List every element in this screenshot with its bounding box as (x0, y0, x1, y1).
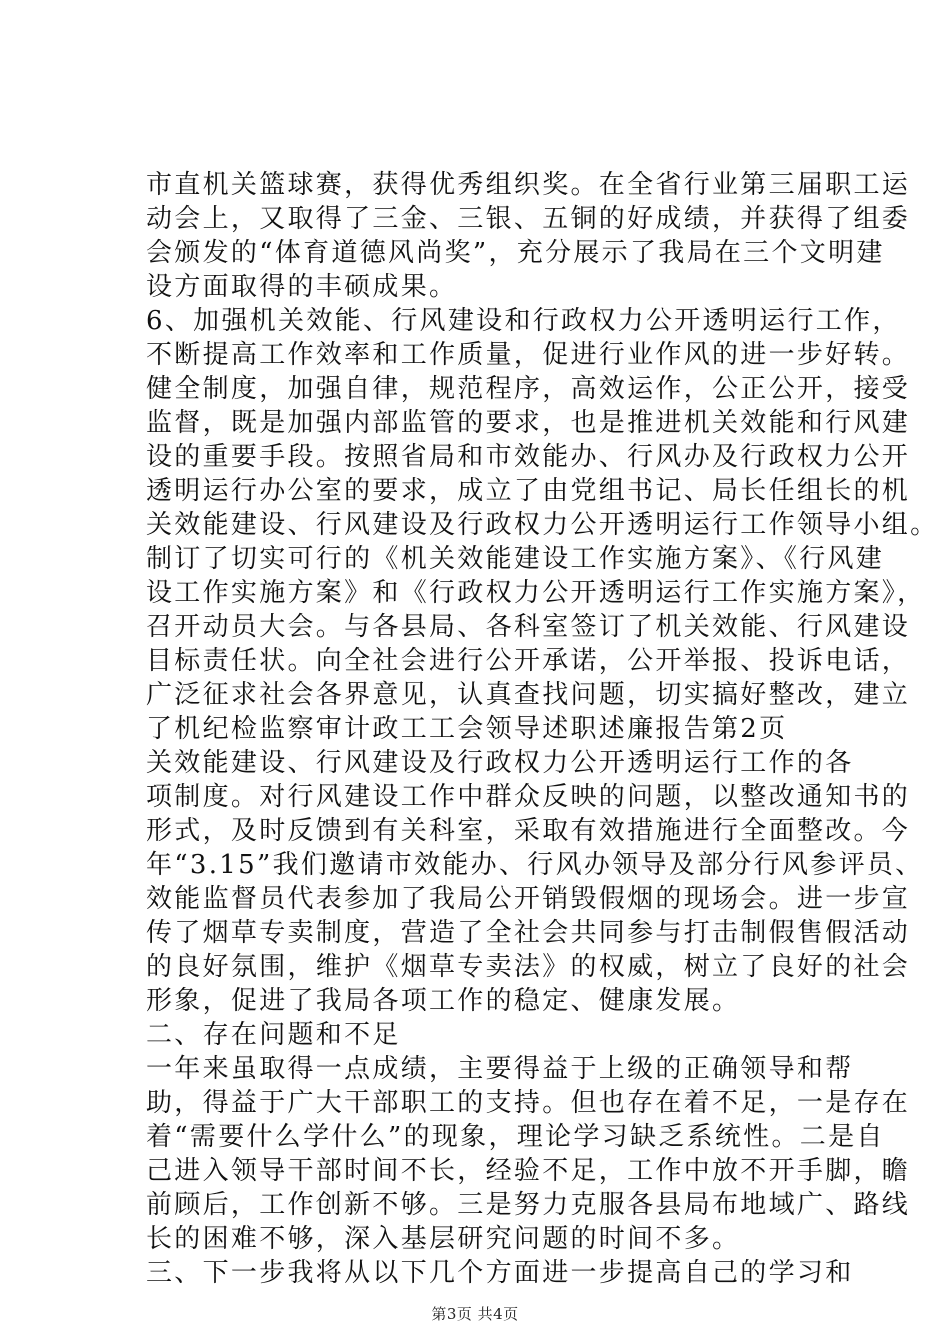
body-text-line: 设工作实施方案》和《行政权力公开透明运行工作实施方案》， (146, 578, 926, 608)
body-text-line: 己进入领导干部时间不长，经验不足，工作中放不开手脚，瞻 (146, 1156, 911, 1186)
body-text-line: 召开动员大会。与各县局、各科室签订了机关效能、行风建设 (146, 612, 911, 642)
body-text-line: 了机纪检监察审计政工工会领导述职述廉报告第2页 (146, 714, 788, 744)
body-text-line: 的良好氛围，维护《烟草专卖法》的权威，树立了良好的社会 (146, 952, 911, 982)
body-text-line: 形式，及时反馈到有关科室，采取有效措施进行全面整改。今 (146, 816, 911, 846)
body-text-line: 健全制度，加强自律，规范程序，高效运作，公正公开，接受 (146, 374, 911, 404)
body-text-line: 前顾后，工作创新不够。三是努力克服各县局布地域广、路线 (146, 1190, 911, 1220)
body-text-line: 设方面取得的丰硕成果。 (146, 272, 458, 302)
body-text-line: 制订了切实可行的《机关效能建设工作实施方案》、《行风建 (146, 544, 885, 574)
body-text-line: 长的困难不够，深入基层研究问题的时间不多。 (146, 1224, 741, 1254)
page-footer: 第3页 共4页 (431, 1305, 519, 1323)
body-text-line: 年“3.15”我们邀请市效能办、行风办领导及部分行风参评员、 (146, 850, 924, 880)
body-text-line: 效能监督员代表参加了我局公开销毁假烟的现场会。进一步宣 (146, 884, 911, 914)
body-text-line: 市直机关篮球赛，获得优秀组织奖。在全省行业第三届职工运 (146, 170, 911, 200)
body-text-line: 项制度。对行风建设工作中群众反映的问题，以整改通知书的 (146, 782, 911, 812)
body-text-line: 助，得益于广大干部职工的支持。但也存在着不足，一是存在 (146, 1088, 911, 1118)
body-text-line: 6、加强机关效能、行风建设和行政权力公开透明运行工作， (146, 306, 901, 336)
body-text-line: 监督，既是加强内部监管的要求，也是推进机关效能和行风建 (146, 408, 911, 438)
body-text-line: 传了烟草专卖制度，营造了全社会共同参与打击制假售假活动 (146, 918, 911, 948)
body-text-line: 形象，促进了我局各项工作的稳定、健康发展。 (146, 986, 741, 1016)
body-text-line: 关效能建设、行风建设及行政权力公开透明运行工作的各 (146, 748, 854, 778)
body-text-line: 不断提高工作效率和工作质量，促进行业作风的进一步好转。 (146, 340, 911, 370)
body-text-line: 目标责任状。向全社会进行公开承诺，公开举报、投诉电话， (146, 646, 911, 676)
section-heading: 三、下一步我将从以下几个方面进一步提高自己的学习和 (146, 1258, 854, 1288)
section-heading: 二、存在问题和不足 (146, 1020, 401, 1050)
body-text-line: 关效能建设、行风建设及行政权力公开透明运行工作领导小组。 (146, 510, 939, 540)
body-text-line: 会颁发的“体育道德风尚奖”，充分展示了我局在三个文明建 (146, 238, 885, 268)
body-text-line: 着“需要什么学什么”的现象，理论学习缺乏系统性。二是自 (146, 1122, 885, 1152)
body-text-line: 透明运行办公室的要求，成立了由党组书记、局长任组长的机 (146, 476, 911, 506)
body-text-line: 设的重要手段。按照省局和市效能办、行风办及行政权力公开 (146, 442, 911, 472)
body-text-line: 动会上，又取得了三金、三银、五铜的好成绩，并获得了组委 (146, 204, 911, 234)
body-text-line: 一年来虽取得一点成绩，主要得益于上级的正确领导和帮 (146, 1054, 854, 1084)
body-text-line: 广泛征求社会各界意见，认真查找问题，切实搞好整改，建立 (146, 680, 911, 710)
